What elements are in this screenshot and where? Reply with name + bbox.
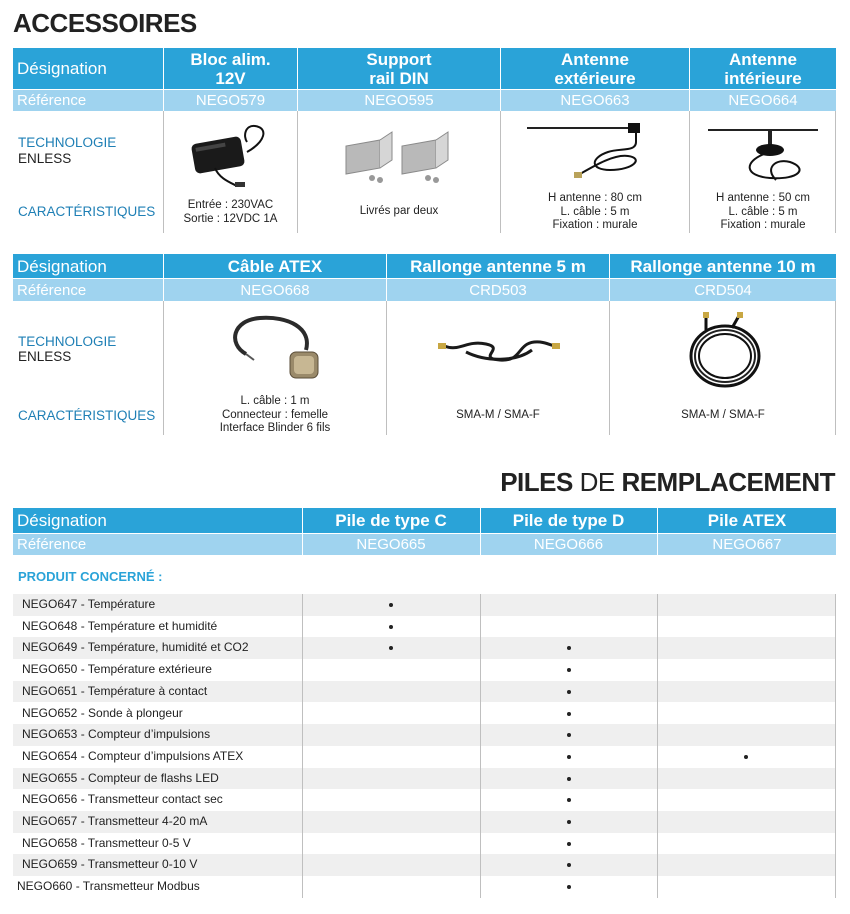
- caracteristiques-label: CARACTÉRISTIQUES: [18, 408, 156, 423]
- extension-cable-10m-icon: [684, 310, 766, 392]
- piles-reference-label: Référence: [17, 536, 87, 553]
- table1-spec-2: [501, 192, 689, 233]
- product-name: NEGO659 - Transmetteur 0-10 V: [22, 857, 198, 872]
- col-name-line2: extérieure: [554, 68, 636, 88]
- product-name: NEGO656 - Transmetteur contact sec: [22, 792, 223, 807]
- divider: [386, 254, 387, 301]
- table1-col-antenne-ext: [501, 48, 689, 89]
- compatibility-dot-c: [389, 625, 393, 629]
- table1-spec-1: [298, 205, 500, 219]
- spec-line: Fixation : murale: [720, 219, 806, 231]
- table1-col-antenne-int: [690, 48, 836, 89]
- spec-line: Connecteur : femelle: [221, 408, 329, 421]
- divider: [480, 594, 481, 898]
- table1-spec-3: [690, 192, 836, 233]
- piles-title-part1: PILES: [500, 467, 573, 497]
- divider: [163, 254, 164, 301]
- compatibility-dot-d: [567, 885, 571, 889]
- spec-line: SMA-M / SMA-F: [681, 409, 765, 421]
- divider: [689, 48, 690, 111]
- table-row: [13, 681, 836, 703]
- product-name: NEGO655 - Compteur de flashs LED: [22, 770, 219, 785]
- compatibility-dot-d: [567, 863, 571, 867]
- spec-line: Interface Blinder 6 fils: [219, 422, 331, 434]
- table2-col-cable-atex: Câble ATEX: [227, 256, 323, 276]
- product-name: NEGO657 - Transmetteur 4-20 mA: [22, 814, 208, 828]
- spec-line: H antenne : 50 cm: [716, 192, 810, 204]
- divider: [297, 48, 298, 111]
- piles-title-part3: REMPLACEMENT: [621, 467, 835, 497]
- compatibility-dot-c: [389, 646, 393, 650]
- produit-concerne-label: PRODUIT CONCERNÉ :: [18, 569, 163, 584]
- spec-line: L. câble : 5 m: [560, 205, 630, 218]
- technologie-label: TECHNOLOGIE: [18, 334, 117, 349]
- table2-spec-1: [387, 409, 609, 423]
- compatibility-dot-d: [567, 777, 571, 781]
- divider: [302, 594, 303, 898]
- spec-line: SMA-M / SMA-F: [456, 409, 540, 421]
- caracteristiques-label: CARACTÉRISTIQUES: [18, 204, 156, 219]
- col-name-line1: Support: [366, 49, 432, 69]
- divider: [480, 508, 481, 555]
- col-name-line2: rail DIN: [369, 68, 429, 88]
- table-row: [13, 703, 836, 725]
- table1-col-support-rail: [298, 48, 500, 89]
- indoor-antenna-icon: [704, 118, 824, 190]
- product-name: NEGO653 - Compteur d’impulsions: [22, 727, 211, 742]
- table-row: [13, 876, 836, 898]
- table1-ref-2: NEGO663: [560, 92, 630, 109]
- compatibility-dot-atex: [744, 755, 748, 759]
- compatibility-dot-d: [567, 798, 571, 802]
- piles-title: [500, 467, 835, 498]
- table2-designation-label: Désignation: [17, 256, 107, 276]
- product-name: NEGO658 - Transmetteur 0-5 V: [22, 835, 191, 850]
- atex-cable-icon: [226, 310, 326, 386]
- compatibility-dot-d: [567, 842, 571, 846]
- piles-designation-label: Désignation: [17, 511, 107, 530]
- piles-col-type-c: Pile de type C: [335, 511, 447, 530]
- piles-ref-2: NEGO667: [712, 536, 782, 553]
- table2-ref-2: CRD504: [694, 281, 752, 299]
- divider: [657, 508, 658, 555]
- compatibility-dot-d: [567, 712, 571, 716]
- extension-cable-5m-icon: [436, 322, 562, 372]
- col-name-line1: Antenne: [561, 49, 629, 69]
- product-name: NEGO651 - Température à contact: [22, 683, 208, 698]
- piles-ref-1: NEGO666: [533, 536, 604, 553]
- divider: [302, 508, 303, 555]
- compatibility-dot-d: [567, 733, 571, 737]
- divider: [657, 594, 658, 898]
- table1-ref-1: NEGO595: [364, 92, 434, 109]
- table1-ref-0: NEGO579: [195, 92, 266, 109]
- table-row: [13, 724, 836, 746]
- col-name-line1: Antenne: [729, 49, 797, 69]
- piles-col-atex: Pile ATEX: [707, 511, 787, 530]
- compatibility-dot-d: [567, 690, 571, 694]
- compatibility-dot-d: [567, 646, 571, 650]
- outdoor-antenna-icon: [524, 118, 669, 188]
- table2-reference-label: Référence: [17, 281, 87, 299]
- piles-col-type-d: Pile de type D: [512, 511, 625, 530]
- table2-col-rallonge-10: Rallonge antenne 10 m: [630, 256, 816, 276]
- divider: [163, 48, 164, 111]
- table1-ref-3: NEGO664: [728, 92, 798, 109]
- product-name: NEGO652 - Sonde à plongeur: [22, 705, 183, 720]
- compatibility-dot-c: [389, 603, 393, 607]
- table-row: [13, 746, 836, 768]
- table-row: [13, 637, 836, 659]
- technologie-label: TECHNOLOGIE: [18, 135, 117, 150]
- spec-line: L. câble : 1 m: [240, 395, 310, 407]
- compatibility-dot-d: [567, 755, 571, 759]
- spec-line: L. câble : 5 m: [728, 205, 798, 218]
- product-name: NEGO647 - Température: [22, 597, 156, 611]
- piles-ref-0: NEGO665: [356, 536, 426, 553]
- divider: [500, 48, 501, 111]
- table1-reference-label: Référence: [17, 92, 87, 109]
- product-name: NEGO649 - Température, humidité et CO2: [22, 640, 249, 655]
- col-name-line1: Bloc alim.: [190, 49, 271, 69]
- table2-ref-1: CRD503: [469, 281, 527, 299]
- table1-spec-0: [164, 199, 297, 226]
- spec-line: Sortie : 12VDC 1A: [183, 212, 278, 225]
- table2-col-rallonge-5: Rallonge antenne 5 m: [410, 256, 586, 276]
- accessoires-title: ACCESSOIRES: [13, 8, 197, 38]
- piles-title-part2: DE: [579, 467, 615, 497]
- spec-line: Entrée : 230VAC: [187, 199, 274, 211]
- spec-line: Livrés par deux: [359, 205, 439, 217]
- table2-spec-2: [610, 409, 836, 423]
- table-row: [13, 616, 836, 638]
- spec-line: Fixation : murale: [552, 219, 638, 231]
- divider: [835, 594, 836, 898]
- col-name-line2: intérieure: [724, 68, 802, 88]
- product-name: NEGO654 - Compteur d’impulsions ATEX: [22, 748, 244, 763]
- product-name: NEGO648 - Température et humidité: [22, 618, 218, 633]
- compatibility-dot-d: [567, 668, 571, 672]
- product-name: NEGO660 - Transmetteur Modbus: [17, 879, 200, 894]
- table-row: [13, 833, 836, 855]
- enless-label: ENLESS: [18, 349, 72, 364]
- table2-spec-0: [164, 395, 386, 436]
- table-row: [13, 659, 836, 681]
- table-row: [13, 768, 836, 790]
- col-name-line2: 12V: [215, 68, 246, 88]
- power-adapter-icon: [185, 122, 275, 190]
- table1-col-bloc-alim: [164, 48, 297, 89]
- table1-designation-label: Désignation: [17, 59, 107, 78]
- enless-label: ENLESS: [18, 151, 72, 166]
- compatibility-dot-d: [567, 820, 571, 824]
- table-row: [13, 789, 836, 811]
- table-row: [13, 811, 836, 833]
- table2-ref-0: NEGO668: [240, 281, 310, 299]
- din-rail-bracket-icon: [340, 124, 458, 184]
- spec-line: H antenne : 80 cm: [548, 192, 642, 204]
- divider: [609, 254, 610, 301]
- product-name: NEGO650 - Température extérieure: [22, 662, 212, 677]
- table-row: [13, 594, 836, 616]
- table-row: [13, 854, 836, 876]
